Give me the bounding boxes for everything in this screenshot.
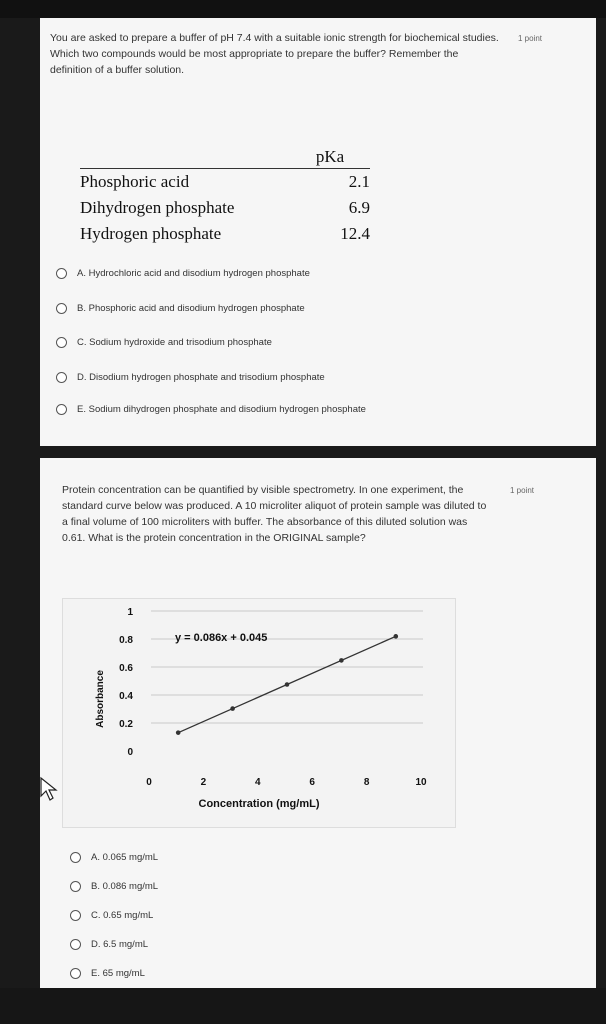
x-tick-label: 8 xyxy=(363,777,370,788)
option-label: D. 6.5 mg/mL xyxy=(91,939,149,950)
option-d[interactable] xyxy=(56,372,325,383)
radio-button[interactable] xyxy=(70,852,81,863)
top-bar xyxy=(0,0,606,18)
standard-curve-chart xyxy=(62,598,456,828)
x-tick-label: 6 xyxy=(309,777,315,788)
option-label: B. Phosphoric acid and disodium hydrogen phosphate xyxy=(77,303,305,314)
radio-button[interactable] xyxy=(70,939,81,950)
x-axis-label: Concentration (mg/mL) xyxy=(198,798,320,810)
option-label: D. Disodium hydrogen phosphate and trisodium phosphate xyxy=(77,372,325,383)
equation-label: y = 0.086x + 0.045 xyxy=(175,632,268,644)
compound-name: Hydrogen phosphate xyxy=(80,224,222,243)
option-d[interactable] xyxy=(70,939,148,950)
radio-button[interactable] xyxy=(56,372,67,383)
option-label: E. 65 mg/mL xyxy=(91,968,145,979)
option-label: C. 0.65 mg/mL xyxy=(91,910,154,921)
x-tick-label: 0 xyxy=(146,777,152,788)
question-1-text: You are asked to prepare a buffer of pH 7.4 with a suitable ionic strength for biochemical studies. Which two compounds would be most appropriate to prepare the buffer? Remember the definition of a buffer solution. xyxy=(50,32,499,76)
radio-button[interactable] xyxy=(70,881,81,892)
compound-name: Phosphoric acid xyxy=(80,172,190,191)
option-e[interactable] xyxy=(56,404,366,415)
question-2-points: 1 point xyxy=(510,486,535,495)
pka-table xyxy=(80,146,370,247)
x-tick-label: 10 xyxy=(415,777,427,788)
x-tick-label: 2 xyxy=(200,777,207,788)
data-point xyxy=(285,682,290,687)
question-2-text: Protein concentration can be quantified by visible spectrometry. In one experiment, the standard curve below was produced. A 10 microliter aliquot of protein sample was diluted to a final volume of 100 microliters with buffer. The absorbance of this diluted solution was 0.61. What is the protein concentration in the ORIGINAL sample? xyxy=(62,484,487,544)
option-b[interactable] xyxy=(56,303,305,314)
option-c[interactable] xyxy=(56,337,272,348)
option-label: C. Sodium hydroxide and trisodium phosphate xyxy=(77,337,272,348)
y-tick-label: 0 xyxy=(127,747,133,758)
question-card-1 xyxy=(40,18,596,446)
option-e[interactable] xyxy=(70,968,145,979)
data-point xyxy=(394,634,399,639)
pka-value: 12.4 xyxy=(340,224,370,243)
option-a[interactable] xyxy=(70,852,158,863)
table-row xyxy=(80,169,370,196)
radio-button[interactable] xyxy=(56,303,67,314)
radio-button[interactable] xyxy=(70,968,81,979)
data-point xyxy=(339,658,344,663)
bottom-bar xyxy=(0,988,606,1024)
option-label: B. 0.086 mg/mL xyxy=(91,881,159,892)
x-tick-label: 4 xyxy=(255,777,261,788)
y-axis-label: Absorbance xyxy=(95,670,106,728)
question-1-points: 1 point xyxy=(518,34,543,43)
option-b[interactable] xyxy=(70,881,158,892)
data-point xyxy=(176,730,181,735)
option-c[interactable] xyxy=(70,910,153,921)
y-tick-label: 0.6 xyxy=(119,663,133,674)
pka-header: pKa xyxy=(290,146,370,169)
radio-button[interactable] xyxy=(56,268,67,279)
table-row xyxy=(80,221,370,247)
pka-value: 2.1 xyxy=(348,172,370,191)
y-tick-label: 0.2 xyxy=(119,719,133,730)
radio-button[interactable] xyxy=(70,910,81,921)
mouse-cursor-icon xyxy=(38,776,60,804)
option-a[interactable] xyxy=(56,268,310,279)
compound-name: Dihydrogen phosphate xyxy=(80,198,235,217)
y-tick-label: 0.8 xyxy=(119,635,133,646)
radio-button[interactable] xyxy=(56,337,67,348)
data-point xyxy=(230,706,235,711)
option-label: A. Hydrochloric acid and disodium hydrogen phosphate xyxy=(77,268,310,279)
option-label: E. Sodium dihydrogen phosphate and disodium hydrogen phosphate xyxy=(77,404,366,415)
y-tick-label: 1 xyxy=(127,607,133,618)
option-label: A. 0.065 mg/mL xyxy=(91,852,159,863)
chart-svg xyxy=(63,599,455,827)
table-row xyxy=(80,195,370,221)
radio-button[interactable] xyxy=(56,404,67,415)
pka-value: 6.9 xyxy=(348,198,370,217)
y-tick-label: 0.4 xyxy=(119,691,133,702)
